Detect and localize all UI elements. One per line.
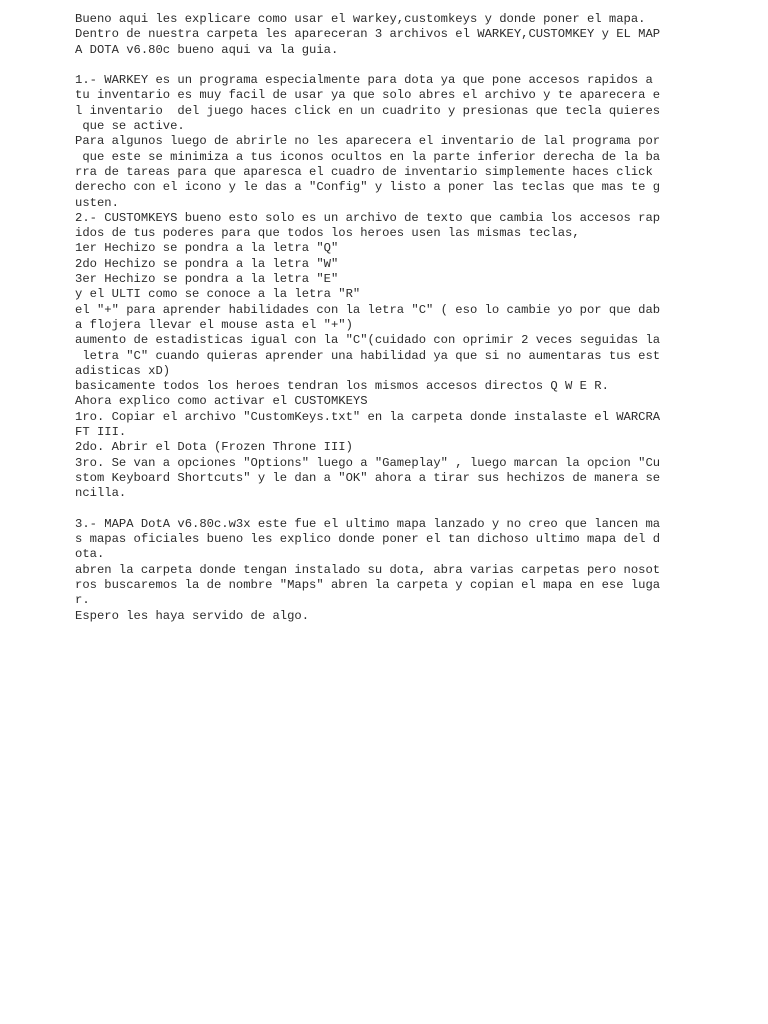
text-line: usten. [75,195,119,210]
text-line: Ahora explico como activar el CUSTOMKEYS [75,394,368,409]
document-page [75,12,755,624]
text-line: r. [75,593,90,608]
text-line: que este se minimiza a tus iconos ocultos en la parte inferior derecha de la ba [75,149,661,164]
text-line: A DOTA v6.80c bueno aqui va la guia. [75,42,339,57]
text-line: basicamente todos los heroes tendran los mismos accesos directos Q W E R. [75,379,609,394]
text-line: 1er Hechizo se pondra a la letra "Q" [75,241,339,256]
text-line: que se active. [75,119,185,134]
text-line: l inventario del juego haces click en un cuadrito y presionas que tecla quieres [75,103,661,118]
text-line: adisticas xD) [75,363,171,378]
blank-line [75,58,755,73]
text-line: derecho con el icono y le das a "Config" y listo a poner las teclas que mas te g [75,180,661,195]
text-line: 1ro. Copiar el archivo "CustomKeys.txt" en la carpeta donde instalaste el WARCRA [75,409,661,424]
text-line: 2.- CUSTOMKEYS bueno esto solo es un archivo de texto que cambia los accesos rap [75,210,661,225]
text-line: y el ULTI como se conoce a la letra "R" [75,287,361,302]
text-line: 3.- MAPA DotA v6.80c.w3x este fue el ultimo mapa lanzado y no creo que lancen ma [75,516,661,531]
text-line: 3er Hechizo se pondra a la letra "E" [75,272,339,287]
text-line: tu inventario es muy facil de usar ya que solo abres el archivo y te aparecera e [75,88,661,103]
text-line: a flojera llevar el mouse asta el "+") [75,317,353,332]
text-line: s mapas oficiales bueno les explico donde poner el tan dichoso ultimo mapa del d [75,532,661,547]
blank-line [75,502,755,517]
text-line: Espero les haya servido de algo. [75,608,310,623]
text-line: FT III. [75,425,127,440]
text-line: ota. [75,547,105,562]
text-line: Para algunos luego de abrirle no les aparecera el inventario de lal programa por [75,134,661,149]
text-line: idos de tus poderes para que todos los heroes usen las mismas teclas, [75,226,580,241]
text-line: 2do. Abrir el Dota (Frozen Throne III) [75,440,353,455]
text-line: stom Keyboard Shortcuts" y le dan a "OK" ahora a tirar sus hechizos de manera se [75,470,661,485]
text-line: abren la carpeta donde tengan instalado su dota, abra varias carpetas pero nosot [75,562,661,577]
text-line: letra "C" cuando quieras aprender una habilidad ya que si no aumentaras tus est [75,348,661,363]
text-line: Bueno aqui les explicare como usar el warkey,customkeys y donde poner el mapa. [75,12,646,26]
text-line: 3ro. Se van a opciones "Options" luego a "Gameplay" , luego marcan la opcion "Cu [75,455,661,470]
text-line: el "+" para aprender habilidades con la letra "C" ( eso lo cambie yo por que dab [75,302,661,317]
text-line: 1.- WARKEY es un programa especialmente para dota ya que pone accesos rapidos a [75,73,653,88]
text-line: rra de tareas para que aparesca el cuadro de inventario simplemente haces click [75,164,653,179]
text-line: aumento de estadisticas igual con la "C"(cuidado con oprimir 2 veces seguidas la [75,333,661,348]
text-line: Dentro de nuestra carpeta les apareceran 3 archivos el WARKEY,CUSTOMKEY y EL MAP [75,27,661,42]
text-line: ncilla. [75,486,127,501]
text-line: ros buscaremos la de nombre "Maps" abren la carpeta y copian el mapa en ese luga [75,577,661,592]
text-line: 2do Hechizo se pondra a la letra "W" [75,256,339,271]
